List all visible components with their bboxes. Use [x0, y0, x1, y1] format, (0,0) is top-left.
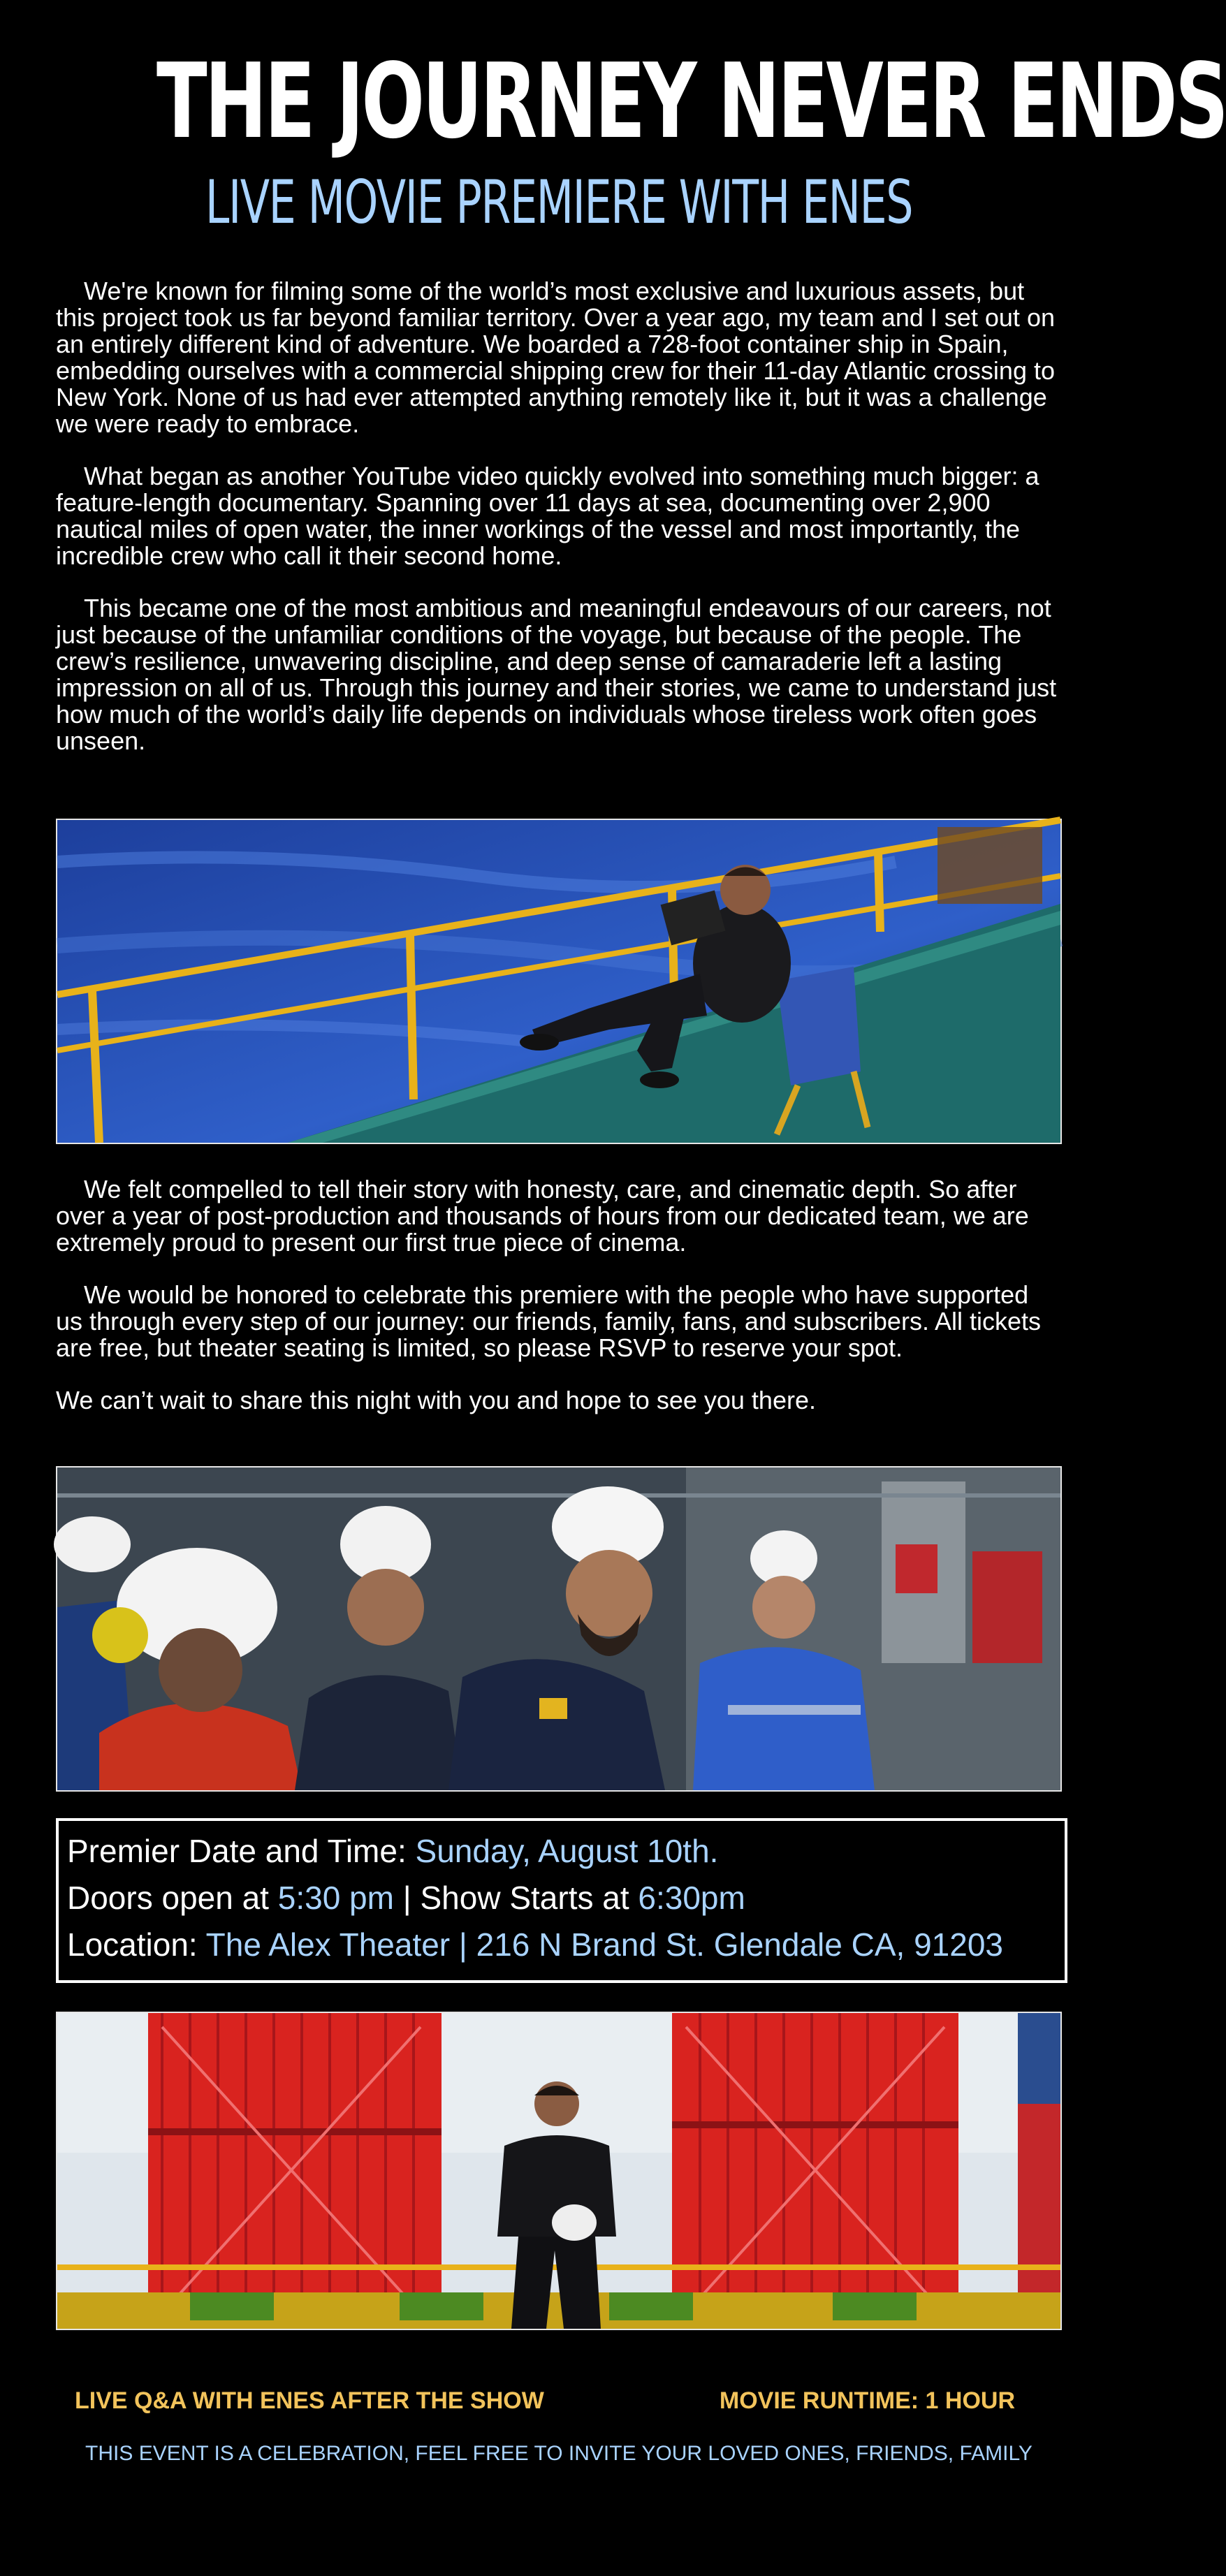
footer-highlights	[75, 2387, 1015, 2415]
event-date-label: Premier Date and Time:	[67, 1833, 416, 1869]
page-subtitle: LIVE MOVIE PREMIERE WITH ENES	[205, 168, 913, 237]
closing-line: We can’t wait to share this night with you and hope to see you there.	[56, 1386, 816, 1414]
event-time-line	[67, 1875, 1065, 1922]
body-paragraph: We felt compelled to tell their story with honesty, care, and cinematic depth. So after over a year of post-production and thousands of hours from our dedicated team, we are extremely proud to present our first true piece of cinema.	[56, 1175, 1029, 1257]
location-value: The Alex Theater | 216 N Brand St. Glendale CA, 91203	[205, 1926, 1004, 1963]
location-label: Location:	[67, 1926, 206, 1963]
intro-paragraph: What began as another YouTube video quickly evolved into something much bigger: a feature-length documentary. Spanning over 11 days at sea, documenting over 2,900 nautical miles of open water, the inner workings of the vessel and most importantly, the incredible crew who call it their second home.	[56, 462, 1039, 570]
intro-paragraph: We're known for filming some of the world’s most exclusive and luxurious assets, but this project took us far beyond familiar territory. Over a year ago, my team and I set out on an entirely different kind of adventure. We boarded a 728-foot container ship in Spain, embedding ourselves with a commercial shipping crew for their 11-day Atlantic crossing to New York. None of us had ever attempted anything remotely like it, but it was a challenge we were ready to embrace.	[56, 277, 1055, 438]
invite-note: THIS EVENT IS A CELEBRATION, FEEL FREE TO INVITE YOUR LOVED ONES, FRIENDS, FAMILY	[85, 2442, 1032, 2465]
show-label: | Show Starts at	[393, 1880, 638, 1916]
show-time: 6:30pm	[638, 1880, 745, 1916]
event-location-line	[67, 1922, 1065, 1968]
intro-text	[56, 278, 1062, 780]
page-title: THE JOURNEY NEVER ENDS	[156, 41, 1226, 161]
crew-photo	[56, 1466, 1062, 1792]
doors-label: Doors open at	[67, 1880, 278, 1916]
doors-time: 5:30 pm	[277, 1880, 394, 1916]
premiere-text	[56, 1176, 1062, 1440]
event-details-box	[56, 1818, 1067, 1983]
event-date-value: Sunday, August 10th.	[415, 1833, 719, 1869]
intro-paragraph: This became one of the most ambitious and meaningful endeavours of our careers, not just because of the unfamiliar conditions of the voyage, but because of the people. The crew’s resilience, unwavering discipline, and deep sense of camaraderie left a lasting impression on all of us. Through this journey and their stories, we came to understand just how much of the world’s daily life depends on individuals whose tireless work often goes unseen.	[56, 594, 1057, 755]
event-date-line	[67, 1828, 1065, 1875]
qa-notice: LIVE Q&A WITH ENES AFTER THE SHOW	[75, 2387, 544, 2414]
ship-deck-photo	[56, 819, 1062, 1144]
containers-photo	[56, 2012, 1062, 2330]
runtime-notice: MOVIE RUNTIME: 1 HOUR	[719, 2387, 1015, 2414]
body-paragraph: We would be honored to celebrate this premiere with the people who have supported us through every step of our journey: our friends, family, fans, and subscribers. All tickets are free, but theater seating is limited, so please RSVP to reserve your spot.	[56, 1280, 1041, 1362]
